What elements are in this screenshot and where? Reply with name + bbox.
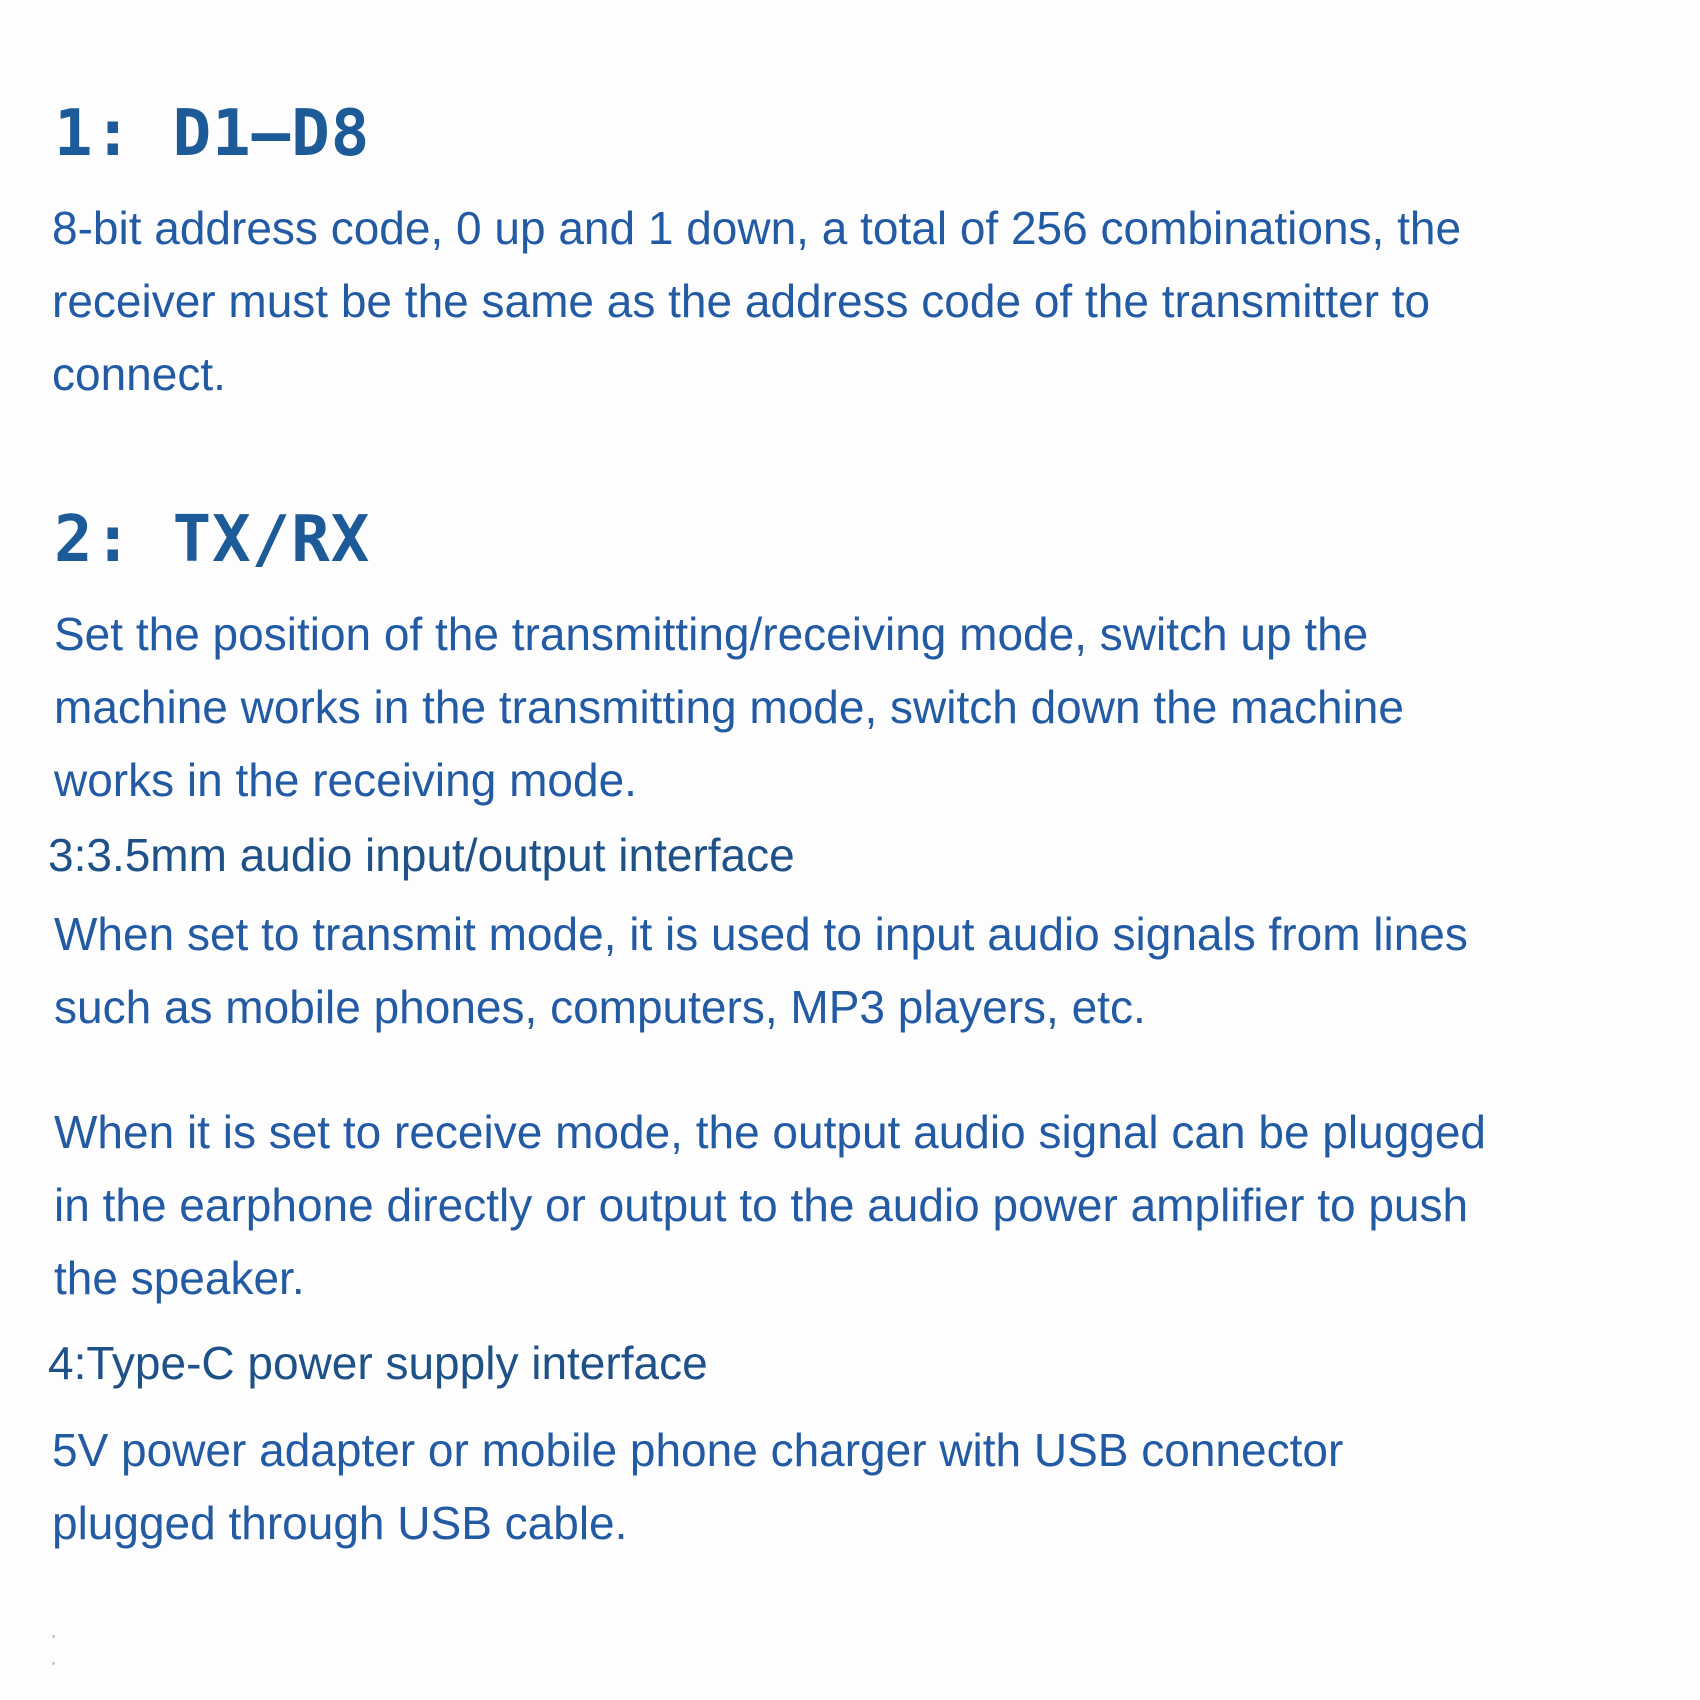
text-line: 5V power adapter or mobile phone charger with USB connector xyxy=(52,1424,1344,1476)
text-line: 8-bit address code, 0 up and 1 down, a total of 256 combinations, the xyxy=(52,202,1462,254)
text-line: connect. xyxy=(52,348,226,400)
text-line: When set to transmit mode, it is used to input audio signals from lines xyxy=(54,908,1468,960)
text-line: the speaker. xyxy=(54,1252,305,1304)
scan-speck xyxy=(52,1635,55,1638)
section-2-description xyxy=(54,598,1404,817)
section-3-transmit-description xyxy=(54,898,1468,1044)
text-line: plugged through USB cable. xyxy=(52,1497,628,1549)
section-4-description xyxy=(52,1414,1343,1560)
text-line: in the earphone directly or output to the audio power amplifier to push xyxy=(54,1179,1469,1231)
text-line: receiver must be the same as the address code of the transmitter to xyxy=(52,275,1431,327)
text-line: such as mobile phones, computers, MP3 players, etc. xyxy=(54,981,1146,1033)
section-1-description xyxy=(52,192,1461,411)
section-2-heading: 2: TX/RX xyxy=(54,503,371,577)
section-3-receive-description xyxy=(54,1096,1486,1315)
text-line: Set the position of the transmitting/receiving mode, switch up the xyxy=(54,608,1369,660)
scan-speck xyxy=(52,1662,55,1665)
section-3-heading: 3:3.5mm audio input/output interface xyxy=(48,829,795,881)
section-1-heading: 1: D1—D8 xyxy=(54,97,371,171)
text-line: works in the receiving mode. xyxy=(54,754,637,806)
section-4-heading: 4:Type-C power supply interface xyxy=(48,1337,708,1389)
text-line: machine works in the transmitting mode, switch down the machine xyxy=(54,681,1404,733)
text-line: When it is set to receive mode, the output audio signal can be plugged xyxy=(54,1106,1487,1158)
